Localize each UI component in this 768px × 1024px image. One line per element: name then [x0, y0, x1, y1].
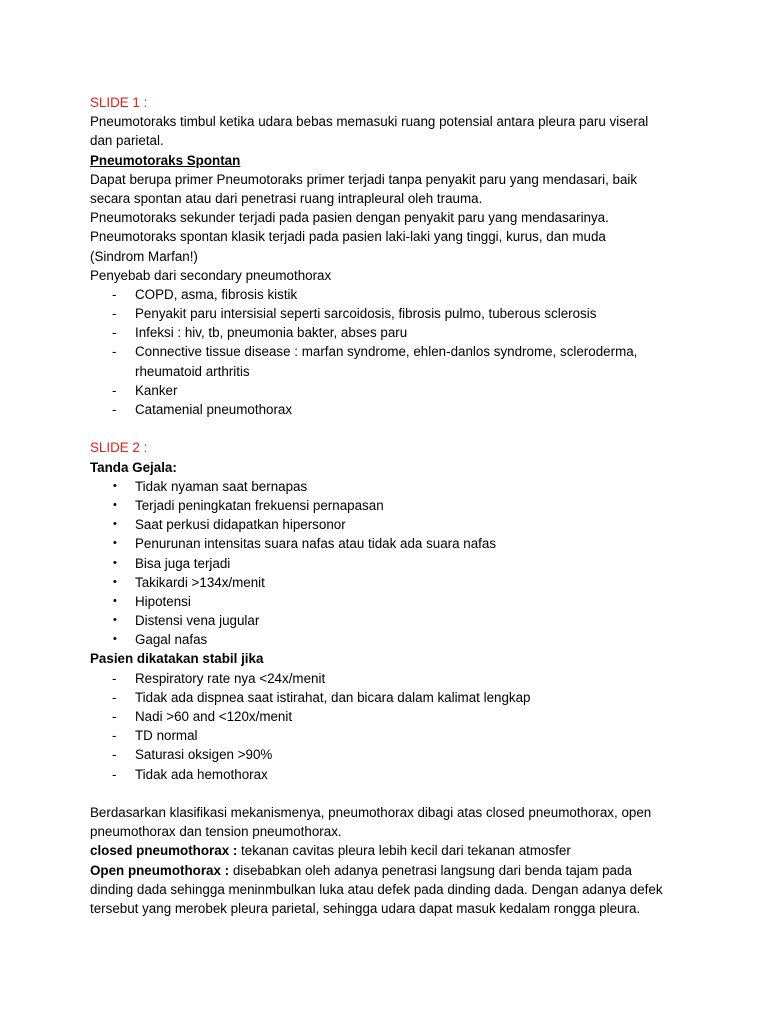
dash-marker: -: [112, 286, 117, 302]
slide1-heading: SLIDE 1 :: [90, 95, 148, 110]
symptom-list-item: [90, 515, 690, 534]
bullet-icon: •: [113, 479, 117, 492]
dash-marker: -: [112, 306, 117, 322]
spacer: [90, 419, 690, 438]
cause-text: Penyakit paru intersisial seperti sarcoidosis, fibrosis pulmo, tuberous sclerosis: [135, 306, 597, 322]
stable-criteria-item: [90, 669, 690, 688]
dash-marker: -: [112, 670, 117, 686]
symptom-text: Bisa juga terjadi: [135, 555, 231, 571]
symptom-list-item: [90, 554, 690, 573]
dash-marker: -: [112, 766, 117, 782]
symptom-list-item: [90, 611, 690, 630]
cause-text: COPD, asma, fibrosis kistik: [135, 286, 298, 302]
bullet-icon: •: [113, 498, 117, 511]
open-pneumothorax-text: disebabkan oleh adanya penetrasi langsung dari benda tajam pada: [229, 862, 632, 878]
bullet-icon: •: [113, 575, 117, 588]
symptom-text: Distensi vena jugular: [135, 613, 260, 629]
dash-marker: -: [112, 709, 117, 724]
open-pneumothorax-continuation-2: tersebut yang merobek pleura parietal, sehingga udara dapat masuk kedalam rongga pleura.: [90, 900, 641, 916]
stable-criteria-text: Nadi >60 and <120x/menit: [135, 709, 293, 724]
slide1-paragraph-line-2: secara spontan atau dari penetrasi ruang intrapleural oleh trauma.: [90, 190, 483, 206]
stable-title: Pasien dikatakan stabil jika: [90, 651, 264, 667]
cause-list-item: [90, 342, 690, 361]
slide1-intro-line-1: Pneumotoraks timbul ketika udara bebas memasuki ruang potensial antara pleura paru viseral: [90, 114, 649, 130]
symptom-text: Saat perkusi didapatkan hipersonor: [135, 517, 346, 533]
dash-marker: -: [112, 689, 117, 705]
slide1-paragraph-line-3: Pneumotoraks sekunder terjadi pada pasien dengan penyakit paru yang mendasarinya.: [90, 210, 609, 226]
dash-marker: -: [112, 728, 117, 744]
symptom-list-item: [90, 496, 690, 515]
closed-pneumothorax-label: closed pneumothorax :: [90, 843, 238, 859]
slide1-subheading: Pneumotoraks Spontan: [90, 152, 241, 168]
slide2-heading: SLIDE 2 :: [90, 440, 148, 456]
open-pneumothorax-label: Open pneumothorax :: [90, 862, 230, 878]
dash-marker: -: [112, 747, 117, 763]
open-pneumothorax-definition: [90, 861, 690, 880]
slide1-paragraph-line-1: Dapat berupa primer Pneumotoraks primer terjadi tanpa penyakit paru yang mendasari, baik: [90, 171, 638, 187]
stable-criteria-text: Tidak ada hemothorax: [135, 766, 268, 782]
closed-pneumothorax-text: tekanan cavitas pleura lebih kecil dari tekanan atmosfer: [237, 843, 571, 859]
slide1-paragraph-line-6: Penyebab dari secondary pneumothorax: [90, 267, 332, 283]
symptom-text: Tidak nyaman saat bernapas: [135, 478, 308, 494]
document-page: [90, 93, 690, 918]
cause-list-item-continuation: [90, 362, 690, 381]
bullet-icon: •: [113, 594, 117, 607]
stable-criteria-item: [90, 745, 690, 764]
symptom-text: Terjadi peningkatan frekuensi pernapasan: [135, 497, 384, 513]
stable-criteria-item: [90, 726, 690, 745]
stable-criteria-text: Saturasi oksigen >90%: [135, 747, 273, 763]
symptom-text: Gagal nafas: [135, 632, 208, 648]
symptom-text: Penurunan intensitas suara nafas atau tidak ada suara nafas: [135, 536, 497, 552]
stable-criteria-text: Tidak ada dispnea saat istirahat, dan bicara dalam kalimat lengkap: [135, 689, 531, 705]
bullet-icon: •: [113, 518, 117, 531]
cause-list-item: [90, 400, 690, 419]
symptom-text: Takikardi >134x/menit: [135, 574, 265, 590]
bullet-icon: •: [113, 556, 117, 569]
symptom-list-item: [90, 592, 690, 611]
dash-marker: -: [112, 344, 117, 360]
stable-criteria-item: [90, 707, 690, 726]
stable-criteria-item: [90, 688, 690, 707]
bullet-icon: •: [113, 537, 117, 550]
open-pneumothorax-continuation-1: dinding dada sehingga meninmbulkan luka atau defek pada dinding dada. Dengan adanya defek: [90, 881, 663, 897]
cause-text: Connective tissue disease : marfan syndrome, ehlen-danlos syndrome, scleroderma,: [135, 344, 638, 360]
cause-list-item: [90, 381, 690, 400]
closed-pneumothorax-definition: [90, 841, 690, 860]
dash-marker: -: [112, 402, 117, 417]
spacer: [90, 784, 690, 803]
cause-text: rheumatoid arthritis: [135, 363, 250, 379]
slide1-paragraph-line-4: Pneumotoraks spontan klasik terjadi pada pasien laki-laki yang tinggi, kurus, dan muda: [90, 229, 606, 245]
bullet-icon: •: [113, 614, 117, 627]
symptoms-title: Tanda Gejala:: [90, 459, 177, 475]
cause-list-item: [90, 323, 690, 342]
symptom-list-item: [90, 534, 690, 553]
cause-text: Infeksi : hiv, tb, pneumonia bakter, abses paru: [135, 325, 408, 341]
slide1-paragraph-line-5: (Sindrom Marfan!): [90, 248, 198, 264]
symptom-list-item: [90, 477, 690, 496]
cause-text: Catamenial pneumothorax: [135, 402, 293, 417]
symptom-list-item: [90, 573, 690, 592]
stable-criteria-item: [90, 765, 690, 784]
dash-marker: -: [112, 325, 117, 341]
stable-criteria-text: Respiratory rate nya <24x/menit: [135, 670, 326, 686]
cause-text: Kanker: [135, 382, 178, 398]
symptom-list-item: [90, 630, 690, 649]
bullet-icon: •: [113, 633, 117, 646]
cause-list-item: [90, 304, 690, 323]
stable-criteria-text: TD normal: [135, 728, 198, 744]
classification-line-2: pneumothorax dan tension pneumothorax.: [90, 824, 342, 840]
slide1-intro-line-2: dan parietal.: [90, 133, 164, 149]
classification-line-1: Berdasarkan klasifikasi mekanismenya, pneumothorax dibagi atas closed pneumothorax, open: [90, 804, 652, 820]
cause-list-item: [90, 285, 690, 304]
symptom-text: Hipotensi: [135, 593, 191, 609]
dash-marker: -: [112, 382, 117, 398]
